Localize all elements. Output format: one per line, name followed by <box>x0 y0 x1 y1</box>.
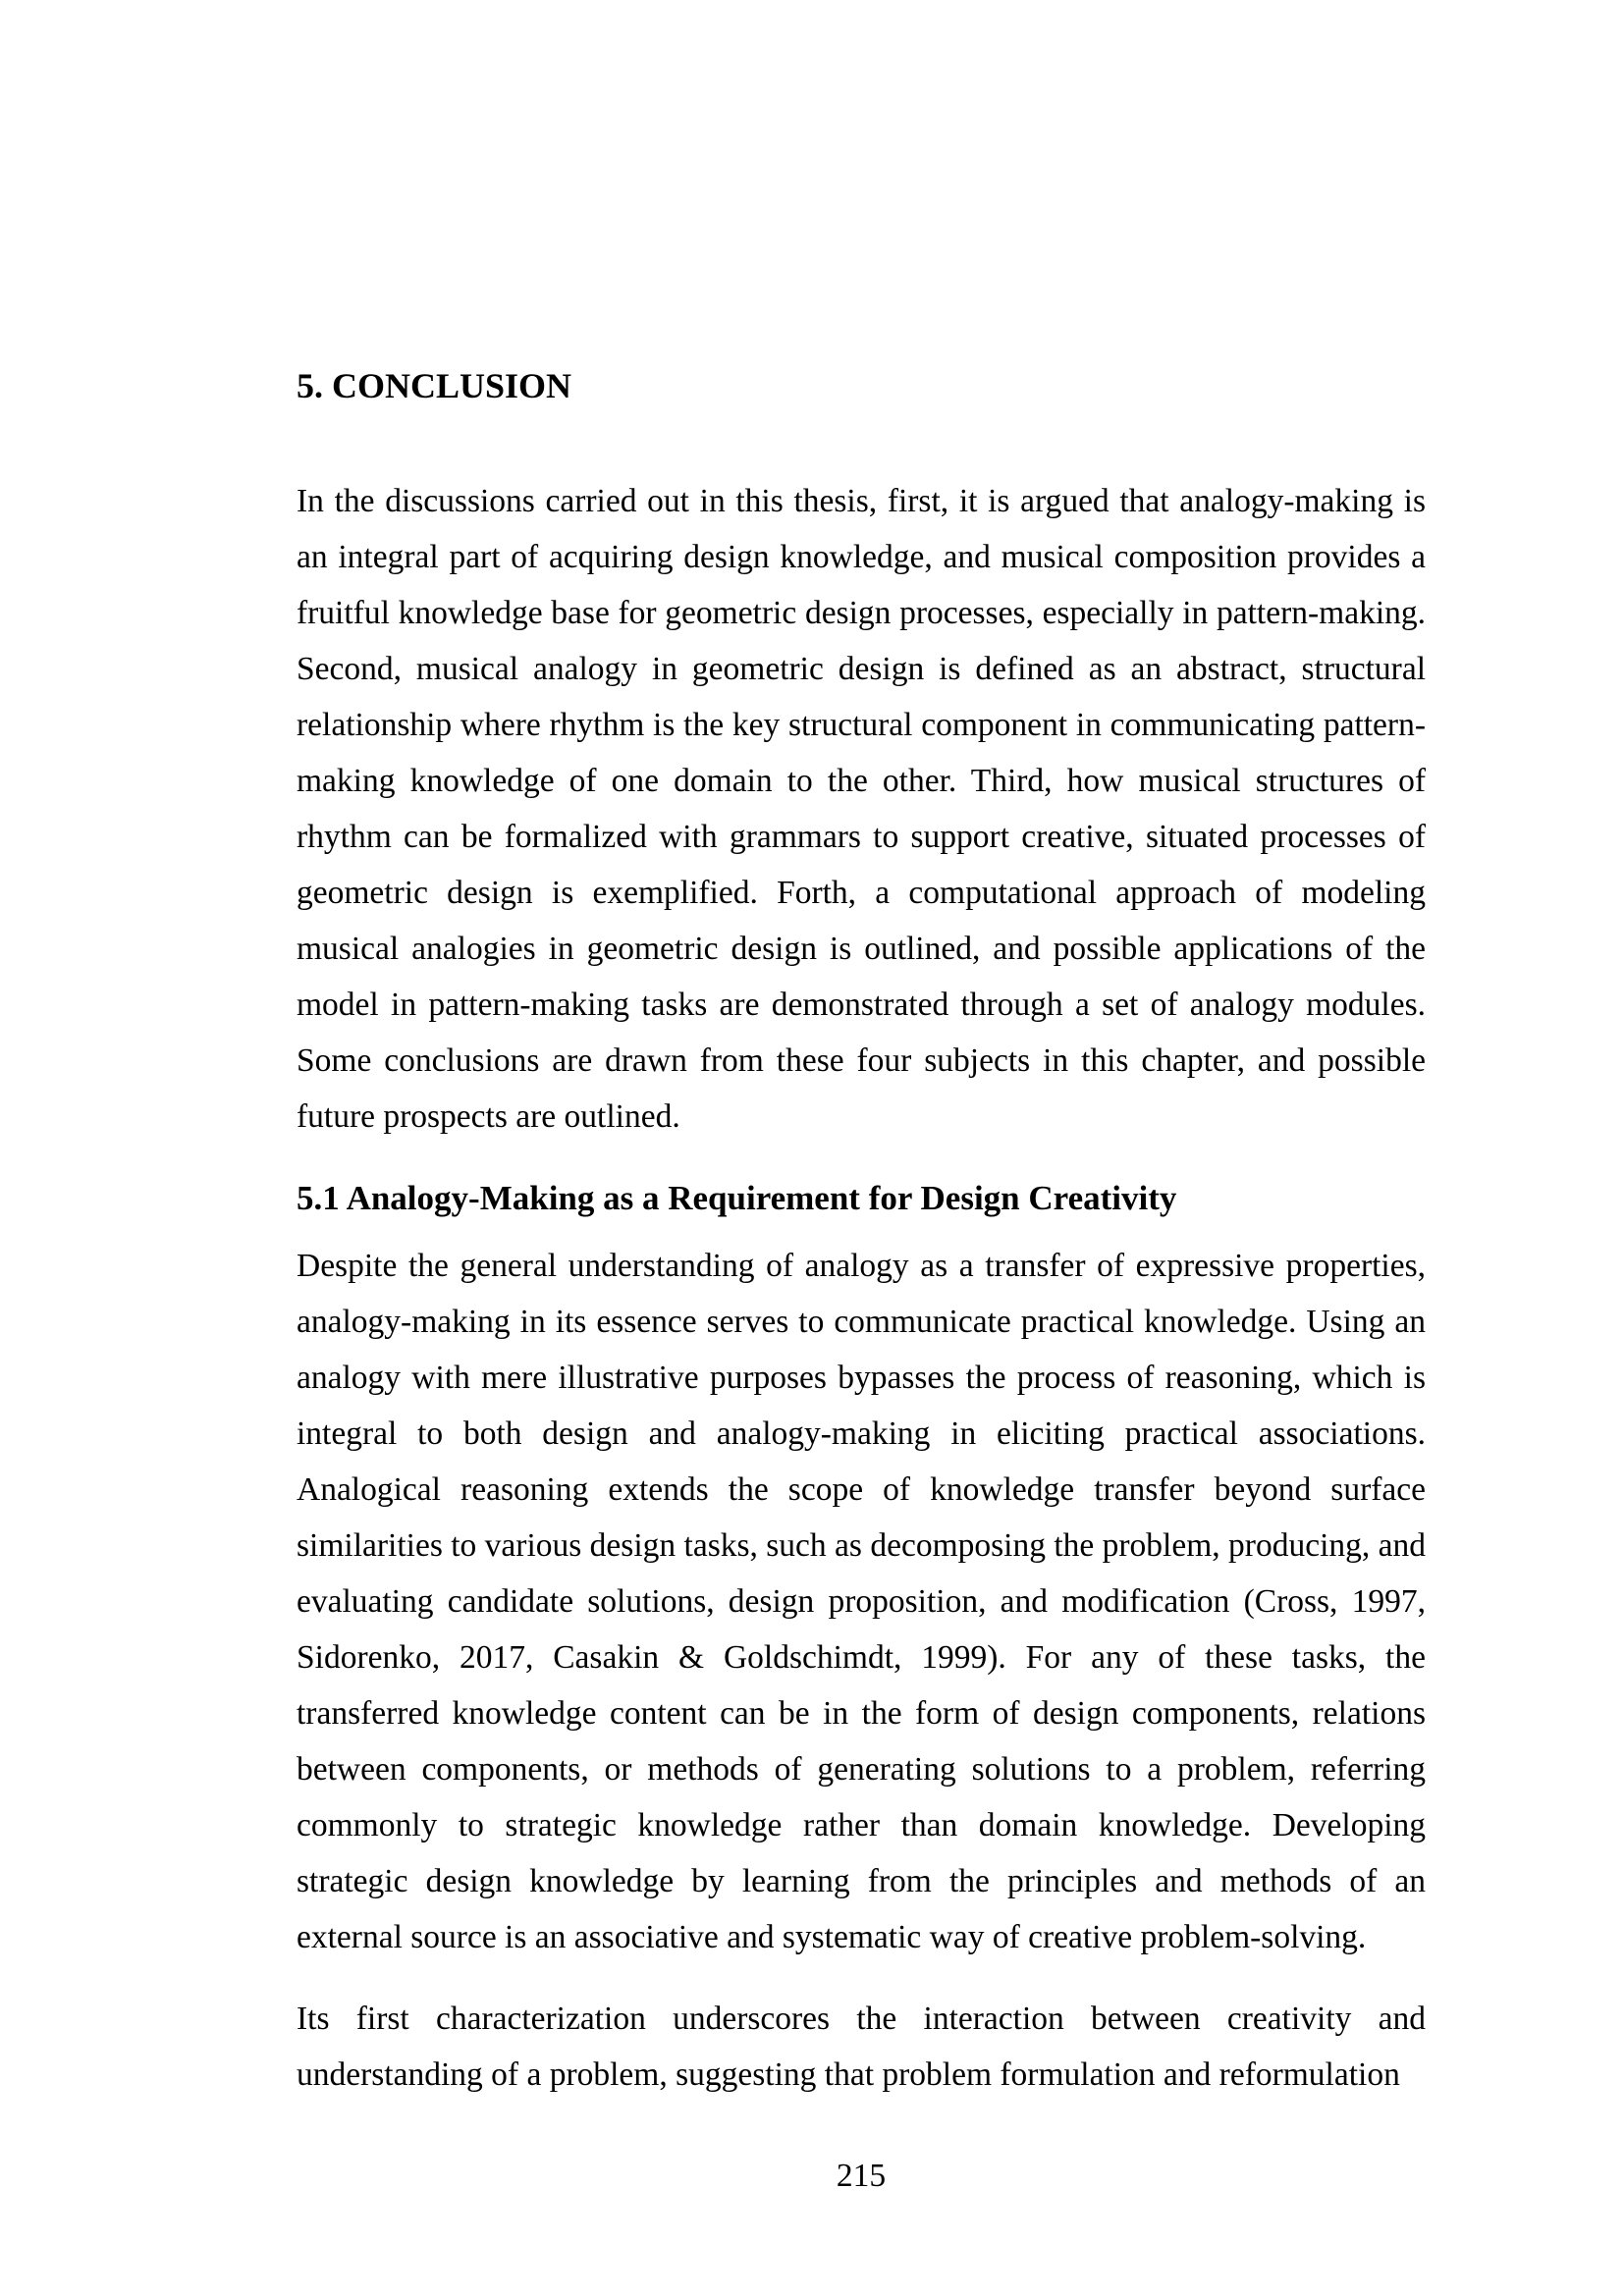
page-number: 215 <box>836 2158 887 2194</box>
paragraph-conclusion-intro: In the discussions carried out in this thesis, first, it is argued that analogy-making is an integral part of acquiring design knowledge, and musical composition provides a fruitful knowledge base for geometric design processes, especially in pattern-making. Second, musical analogy in geometric design is defined as an abstract, structural relationship where rhythm is the key structural component in communicating pattern-making knowledge of one domain to the other. Third, how musical structures of rhythm can be formalized with grammars to support creative, situated processes of geometric design is exemplified. Forth, a computational approach of modeling musical analogies in geometric design is outlined, and possible applications of the model in pattern-making tasks are demonstrated through a set of analogy modules. Some conclusions are drawn from these four subjects in this chapter, and possible future prospects are outlined. <box>297 483 1426 1135</box>
page-footer <box>297 2148 1426 2204</box>
page-content <box>297 0 1426 2128</box>
paragraph-first-characterization: Its first characterization underscores the interaction between creativity and understanding of a problem, suggesting that problem formulation and reformulation <box>297 2001 1426 2093</box>
chapter-heading: 5. CONCLUSION <box>297 366 572 405</box>
paragraph-analogy-making: Despite the general understanding of analogy as a transfer of expressive properties, analogy-making in its essence serves to communicate practical knowledge. Using an analogy with mere illustrative purposes bypasses the process of reasoning, which is integral to both design and analogy-making in eliciting practical associations. Analogical reasoning extends the scope of knowledge transfer beyond surface similarities to various design tasks, such as decomposing the problem, producing, and evaluating candidate solutions, design proposition, and modification (Cross, 1997, Sidorenko, 2017, Casakin & Goldschimdt, 1999). For any of these tasks, the transferred knowledge content can be in the form of design components, relations between components, or methods of generating solutions to a problem, referring commonly to strategic knowledge rather than domain knowledge. Developing strategic design knowledge by learning from the principles and methods of an external source is an associative and systematic way of creative problem-solving. <box>297 1248 1426 1955</box>
section-heading: 5.1 Analogy-Making as a Requirement for Design Creativity <box>297 1179 1177 1217</box>
